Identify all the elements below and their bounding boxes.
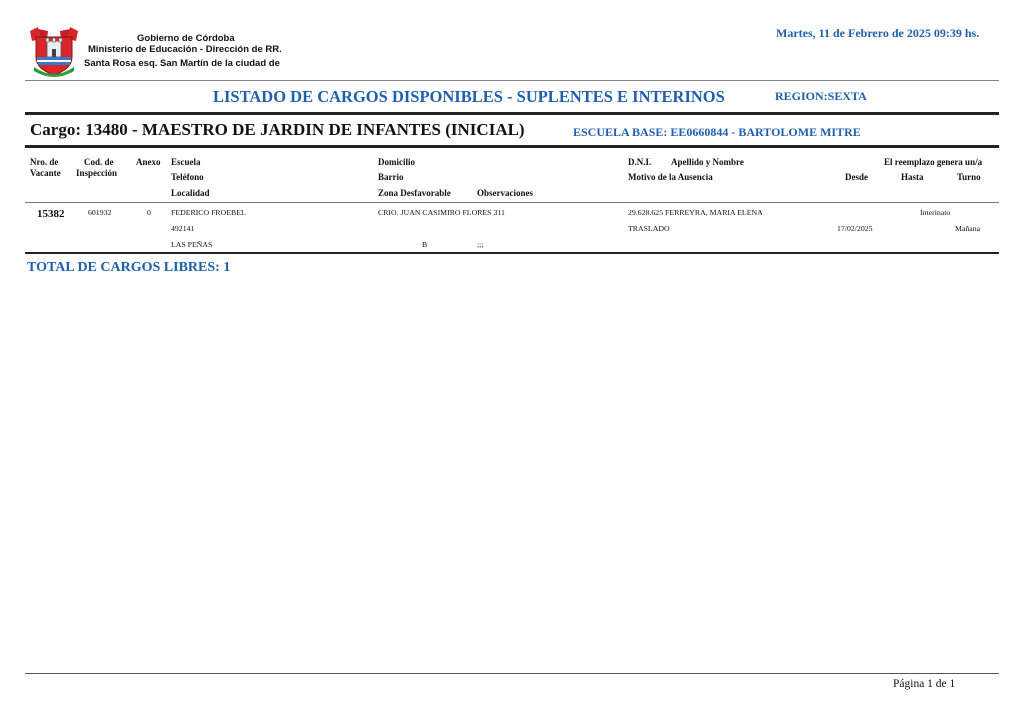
cell-cod-inspeccion: 601932 [88,208,112,217]
table-bottom-divider [25,252,999,254]
cell-zona-desfavorable: B [422,240,428,249]
cell-observaciones: ;;; [477,240,484,249]
footer-divider [25,673,999,674]
report-datetime: Martes, 11 de Febrero de 2025 09:39 hs. [776,26,980,40]
col-motivo-ausencia: Motivo de la Ausencia [628,172,713,182]
title-divider [25,112,999,115]
col-apellido-nombre: Apellido y Nombre [671,157,744,167]
col-escuela: Escuela [171,157,201,167]
col-localidad: Localidad [171,188,210,198]
col-telefono: Teléfono [171,172,204,182]
header-divider [25,80,999,81]
cell-dni-nombre: 29.628.625 FERREYRA, MARIA ELENA [628,208,763,217]
report-title: LISTADO DE CARGOS DISPONIBLES - SUPLENTES E INTERINOS [213,87,725,106]
cell-reemplazo: Interinato [920,208,951,217]
cargo-divider [25,145,999,148]
cell-nro-vacante: 15382 [37,208,65,220]
cell-localidad: LAS PEÑAS [171,240,213,249]
cell-anexo: 0 [147,208,151,217]
escuela-base: ESCUELA BASE: EE0660844 - BARTOLOME MITRE [573,125,861,139]
report-region: REGION:SEXTA [775,89,867,103]
col-turno: Turno [957,172,981,182]
col-zona-desfavorable: Zona Desfavorable [378,188,451,198]
col-hasta: Hasta [901,172,924,182]
org-ministry: Ministerio de Educación - Dirección de RR. [88,44,282,55]
col-nro-vacante-2: Vacante [30,168,61,178]
org-name: Gobierno de Córdoba [137,33,235,44]
header-row-divider [25,202,999,203]
cordoba-coat-of-arms-icon [28,25,80,79]
col-cod-inspeccion-1: Cod. de [84,157,114,167]
col-domicilio: Domicilio [378,157,415,167]
total-cargos-libres: TOTAL DE CARGOS LIBRES: 1 [27,260,231,275]
cell-escuela: FEDERICO FROEBEL [171,208,246,217]
cell-domicilio: CRIO. JUAN CASIMIRO FLORES 311 [378,208,505,217]
page-number: Página 1 de 1 [893,678,956,690]
col-desde: Desde [845,172,868,182]
col-dni: D.N.I. [628,157,652,167]
cell-motivo: TRASLADO [628,224,670,233]
col-barrio: Barrio [378,172,404,182]
col-nro-vacante-1: Nro. de [30,157,59,167]
col-cod-inspeccion-2: Inspección [76,168,118,178]
org-address: Santa Rosa esq. San Martín de la ciudad de [84,58,280,69]
col-anexo: Anexo [136,157,161,167]
col-observaciones: Observaciones [477,188,533,198]
cell-turno: Mañana [955,224,981,233]
cargo-title: Cargo: 13480 - MAESTRO DE JARDIN DE INFANTES (INICIAL) [30,120,525,139]
cell-telefono: 492141 [171,224,195,233]
col-reemplazo: El reemplazo genera un/a [884,157,983,167]
cell-desde: 17/02/2025 [837,224,873,233]
